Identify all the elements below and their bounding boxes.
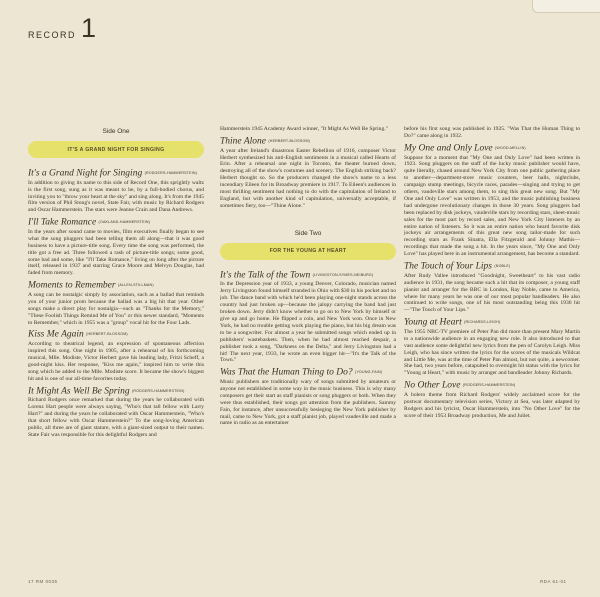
song-title-text: No Other Love	[404, 380, 461, 391]
song-title-text: My One and Only Love	[404, 143, 493, 154]
song-description: After Rudy Vallee introduced "Goodnight, Sweetheart" to his vast radio audience in 1931, the song became such a hit that its composer, a young staff pianist and arranger for the BBC in London, Ray Noble, came to America, where for many years he was one of our most popular bandleaders. He also continued to write songs, one of his most outstanding being this 1936 hit—"The Touch of Your Lips."	[404, 272, 580, 314]
side-two-banner	[220, 243, 396, 260]
side-one-title: Side One	[102, 128, 130, 135]
song-credit: (WOOD-MELLIN)	[495, 145, 526, 150]
song-description: According to theatrical legend, an expression of spontaneous affection inspired this song. One night in 1905, after a rehearsal of his forthcoming musical, Mlle. Modiste, Victor Herbert gave his leading lady, Fritzi Scheff, a good-night kiss. Her response, "Kiss me again," inspired him to write this song which he added to the Mlle. Modiste score. It became the show's biggest hit and is one of our all-time favorites today.	[28, 341, 204, 382]
song-description: Richard Rodgers once remarked that during the years he collaborated with Lorenz Hart people were always saying, "Who's that tall fellow with Larry Hart?" and during the years he collaborated with Oscar Hammerstein, "Who's that short fellow with Oscar Hammerstein?" To the song-loving American public, all three are of giant stature, with a giant-sized output to their names. State Fair was responsible for this delightful Rodgers and	[28, 397, 204, 438]
song-title-text: It Might As Well Be Spring	[28, 386, 130, 397]
song-credit: (NOBLE)	[494, 264, 511, 269]
record-number: 1	[81, 13, 97, 43]
banner-text: IT'S A GRAND NIGHT FOR SINGING	[67, 146, 165, 153]
song-title	[28, 168, 204, 180]
song-credit: (LIVINGSTON-SYMES-NEIBURG)	[312, 272, 374, 277]
song-title-text: The Touch of Your Lips	[404, 261, 492, 272]
song-title-text: Kiss Me Again	[28, 330, 84, 341]
song-credit: (OAKLAND-HAMMERSTEIN)	[98, 220, 151, 225]
song-credit: (HERBERT-BLOSSOM)	[268, 138, 311, 143]
song-credit: (ALLEN-STILLMAN)	[117, 283, 154, 288]
song-description: Music publishers are traditionally wary of songs submitted by amateurs or anyone not established in some way in the music business. This is why many composers get their start as staff pianists or song pluggers or both. When they were thus established, their songs got attention from the publishers. Sammy Fain, for instance, after unsuccessfully besieging the New York publisher by mail, came to New York, got a staff pianist job, played vaudeville and made a name in radio as an entertainer	[220, 379, 396, 427]
song-title-text: Young at Heart	[404, 317, 462, 328]
side-one-banner	[28, 141, 204, 158]
song-description: Suppose for a moment that "My One and Only Love" had been written in 1923. Song pluggers on the staff of the lucky music publisher would have, quite literally, chased around New York City from one public gathering place to another—department-store music counters, beer halls, nightclubs, campaign stump meetings, bicycle races, parades—singing and trying to get others, vaudeville stars among them, to sing this great new song. But "My One and Only Love" was written in 1953, and the music publishing business had undergone revolutionary changes in those 30 years. Song pluggers had been replaced by disk jockeys, vaudeville stars by recording stars, sheet-music sales for the most part by record sales, and New York City listeners by an entire nation of listeners. So it was an entire nation who heard favorite disk jockeys air arrangements of this great new song tailor-made for such recording stars as Frank Sinatra, Ella Fitzgerald and Johnny Mathis—recordings that made the song a hit. In the years since, "My One and Only Love" has played here in an instrumental arrangement, has become a standard.	[404, 154, 580, 258]
column-2	[220, 0, 396, 597]
song-description: In the years after sound came to movies, film executives finally began to see what the song pluggers had been telling them all along—that it was good business to have a picture-title song. Every time the song was performed, the title got a free ad. Three followed a rash of picture-title songs; some good, some bad and some, like "I'll Take Romance," living on long after the picture itself, released in 1937 and starring Grace Moore and Melvyn Douglas, had faded from memory.	[28, 228, 204, 277]
song-description: The 1955 NBC-TV premiere of Peter Pan did more than present Mary Martin to a nationwide audience in an engaging new role. It also introduced to that vast audience some delightful new lyrics from the pen of Carolyn Leigh. Miss Leigh, who has since written the lyrics for the scores of the musicals Wildcat and Little Me, was at the time of Peter Pan almost, but not quite, a newcomer. She had, two years before, catapulted to overnight hit status with the lyrics for "Young at Heart," with music by arranger and bandleader Johnny Richards.	[404, 328, 580, 377]
song-title-text: Moments to Remember	[28, 280, 116, 291]
song-title	[404, 317, 580, 329]
song-title	[220, 270, 396, 282]
song-title-text: Thine Alone	[220, 136, 267, 147]
catalog-number-right: RDA 61-01	[540, 579, 567, 584]
song-description: A song can be nostalgic simply by association, such as a ballad that reminds you of your junior prom because the ballad was a big hit that year. Other songs make a direct play for nostalgia—such as "Thanks for the Memory," "These Foolish Things Remind Me of You" or this newer standard, "Moments to Remember," which in 1955 was a "group" vocal hit for the Four Lads.	[28, 291, 204, 326]
song-title	[404, 261, 580, 273]
song-title	[404, 143, 580, 155]
song-title	[28, 386, 204, 398]
song-title	[220, 367, 396, 379]
song-credit: (YOUNG-FAIN)	[355, 370, 383, 375]
side-two-title: Side Two	[294, 229, 322, 237]
song-title	[404, 380, 580, 392]
column-3	[404, 0, 580, 597]
song-title-text: It's the Talk of the Town	[220, 270, 311, 281]
song-credit: (HERBERT-BLOSSOM)	[86, 332, 128, 337]
song-title-text: I'll Take Romance	[28, 217, 97, 228]
song-credit: (RODGERS-HAMMERSTEIN)	[131, 388, 185, 393]
song-description: A bolero theme from Richard Rodgers' widely acclaimed score for the postwar documentary television series, Victory at Sea, was later adapted by Rodgers and his lyricist, Oscar Hammerstein, into "No Other Love" for the score of their 1953 Broadway production, Me and Juliet.	[404, 391, 580, 419]
song-title	[28, 329, 204, 341]
song-credit: (RICHARDS-LEIGH)	[464, 320, 501, 325]
continued-text: Hammerstein 1945 Academy Award winner, "It Might As Well Be Spring."	[220, 126, 388, 132]
song-description: In the Depression year of 1933, a young Denver, Colorado, musician named Jerry Livingston found himself stranded in Ohio with $30 in his pocket and no job. The dance band with which he'd been playing one-night stands across the country had just broken up—because the jalopy carrying the band had just broken down. Jerry didn't know whether to go on to New York by himself or give up and go home. He flipped a coin, and New York won. Once in New York, he had no trouble getting work playing the piano, but his big dream was to be a songwriter. For almost a year he submitted songs which ended up in publishers' wastebaskets. Then, when he had almost reached despair, a publisher took a song, "Darkness on the Delta," and Jerry Livingston had a hit! The next year, 1933, he wrote an even bigger hit—"It's the Talk of the Town."	[220, 281, 396, 364]
song-credit: (RODGERS-HAMMERSTEIN)	[462, 383, 516, 388]
song-title	[28, 280, 204, 292]
column-1	[28, 0, 204, 597]
record-label: RECORD	[28, 30, 77, 40]
continued-text: before his first song was published in 1925. "Was That the Human Thing to Do?" came along in 1932.	[404, 126, 580, 139]
song-title	[28, 217, 204, 229]
song-description: In addition to giving its name to this side of Record One, this sprightly waltz is the first song, sung as it was meant to be, by a full-bodied chorus, and inviting you to "throw your heart at the sky" and sing along. It's from the 1945 film version of Phil Stong's novel, State Fair, with music by Richard Rodgers and Oscar Hammerstein. The stars were Jeanne Crain and Dana Andrews.	[28, 179, 204, 214]
song-title	[220, 136, 396, 148]
song-title-text: It's a Grand Night for Singing	[28, 168, 143, 179]
catalog-number-left: 17 RM 0035	[28, 579, 58, 584]
song-credit: (RODGERS-HAMMERSTEIN)	[144, 171, 198, 175]
song-description: A year after Ireland's disastrous Easter Rebellion of 1916, composer Victor Herbert synthesized his anti-English sentiments in a musical called Hearts of Erin. After a rehearsal one night in Toronto, the theater burned down, destroying all of the show's costumes and scenery. The English striking back? Herbert thought so. So the producers changed the show's name to a less incendiary Eileen for its Broadway premiere in 1917. To Eileen's audiences in most thrilling sentiment had nothing to do with the capitulation of Ireland to England, but with another kind of capitulation, universally acceptable, if sometimes fiery, too—"Thine Alone."	[220, 147, 396, 209]
song-title-text: Was That the Human Thing to Do?	[220, 368, 353, 378]
banner-text: FOR THE YOUNG AT HEART	[269, 248, 347, 255]
